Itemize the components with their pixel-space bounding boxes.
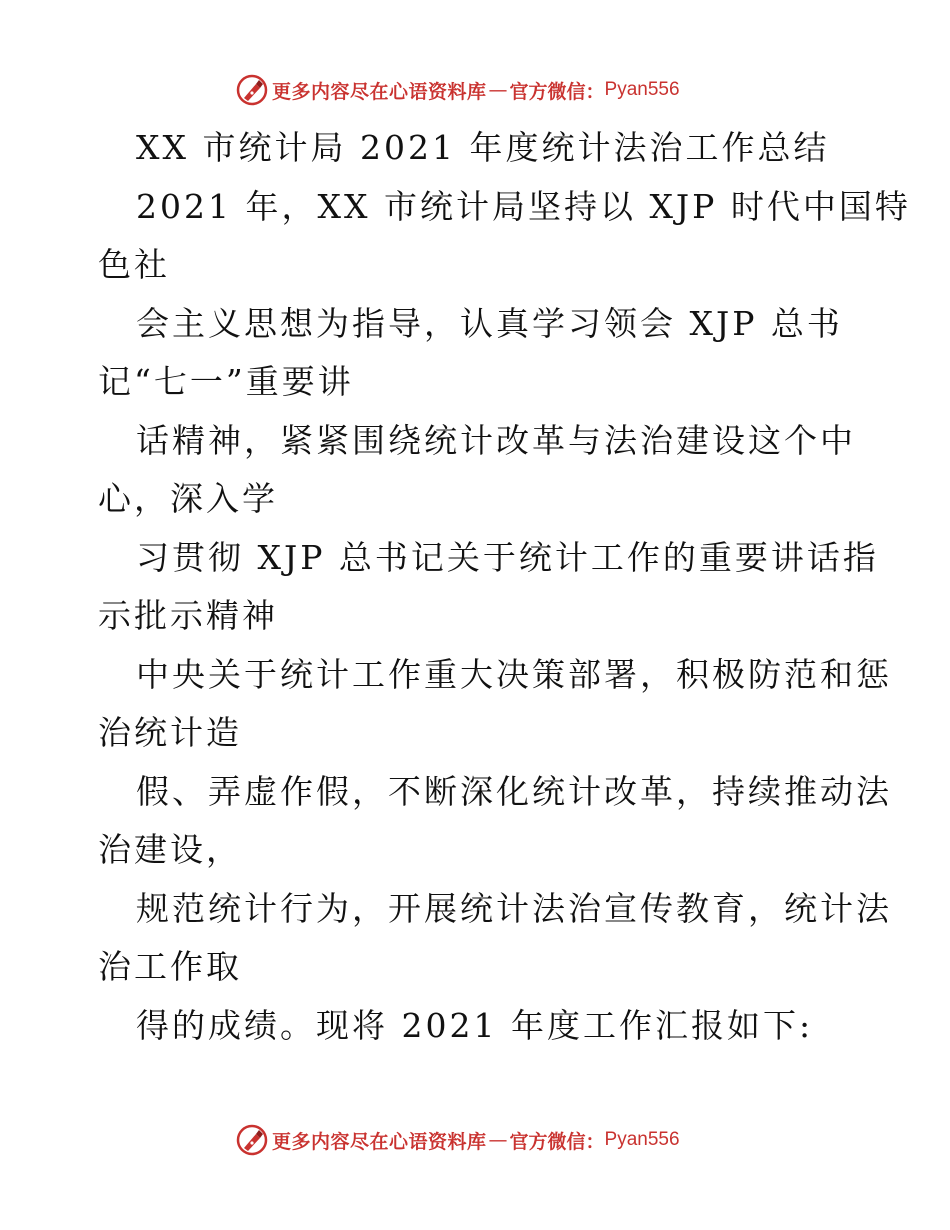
banner-text: 更多内容尽在心语资料库 (272, 1130, 487, 1153)
document-line: 记“七一”重要讲 (98, 362, 354, 401)
document-line: 治工作取 (98, 947, 242, 986)
banner-wechat-label: 官方微信： (509, 1130, 605, 1153)
document-line: 2021 年，XX 市统计局坚持以 XJP 时代中国特 (136, 187, 911, 226)
document-line: 得的成绩。现将 2021 年度工作汇报如下: (136, 1006, 814, 1045)
banner-text: 更多内容尽在心语资料库 (272, 80, 487, 103)
pen-logo-icon (236, 74, 268, 106)
document-line: 规范统计行为，开展统计法治宣传教育，统计法 (136, 889, 892, 928)
document-line: 色社 (98, 245, 170, 284)
document-line: 话精神，紧紧围绕统计改革与法治建设这个中 (136, 421, 856, 460)
document-line: 会主义思想为指导，认真学习领会 XJP 总书 (136, 304, 843, 343)
banner-wechat-id: Pyan556 (604, 1129, 680, 1150)
document-line: 假、弄虚作假，不断深化统计改革，持续推动法 (136, 772, 892, 811)
header-banner (236, 70, 680, 110)
banner-wechat-id: Pyan556 (604, 79, 680, 100)
document-line: 习贯彻 XJP 总书记关于统计工作的重要讲话指 (136, 538, 879, 577)
document-line: 心，深入学 (98, 479, 278, 518)
banner-separator: — (488, 79, 508, 101)
document-line: 治统计造 (98, 713, 242, 752)
document-line: 示批示精神 (98, 596, 278, 635)
document-line: 治建设， (98, 830, 242, 869)
banner-separator: — (488, 1129, 508, 1151)
banner-wechat-label: 官方微信： (509, 80, 605, 103)
document-title: XX 市统计局 2021 年度统计法治工作总结 (136, 128, 830, 167)
document-line: 中央关于统计工作重大决策部署，积极防范和惩 (136, 655, 892, 694)
pen-logo-icon (236, 1124, 268, 1156)
footer-banner (236, 1120, 680, 1160)
